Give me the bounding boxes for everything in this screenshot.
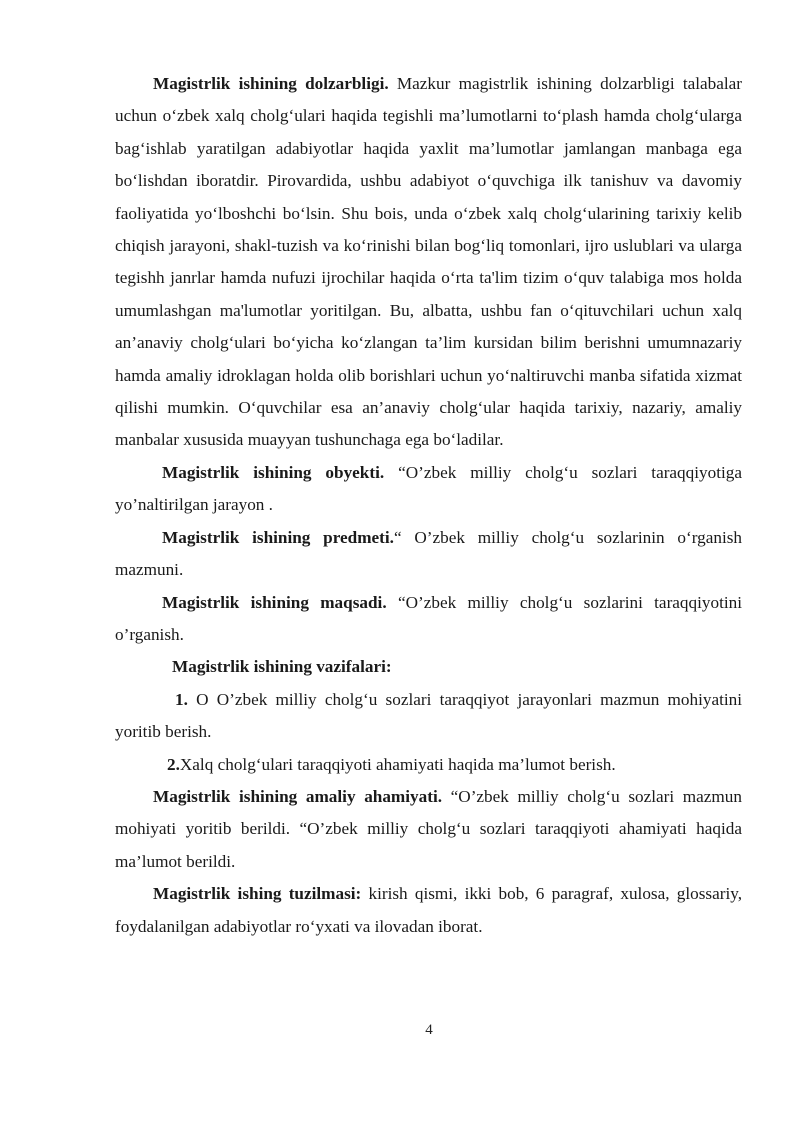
document-page: [115, 68, 742, 943]
paragraph-dolzarblik: [115, 68, 742, 457]
paragraph-obyekt: [115, 457, 742, 522]
list-number-2: 2.: [167, 754, 180, 774]
text-predmet: “ O’zbek milliy cholg‘u sozlarinin o‘rganish mazmuni.: [115, 527, 743, 580]
paragraph-maqsad: [115, 587, 742, 652]
text-maqsad: “O’zbek milliy cholg‘u sozlarini taraqqiyotini o’rganish.: [115, 592, 742, 644]
list-text-2: Xalq cholg‘ulari taraqqiyoti ahamiyati haqida ma’lumot berish.: [179, 754, 616, 774]
paragraph-vazifalar-heading: [115, 651, 742, 683]
heading-dolzarblik: Magistrlik ishining dolzarbligi.: [153, 74, 389, 93]
list-number-1: 1.: [175, 689, 188, 709]
heading-vazifalar: Magistrlik ishining vazifalari:: [172, 657, 392, 677]
heading-amaliy: Magistrlik ishining amaliy ahamiyati.: [153, 786, 443, 806]
text-tuzilma: kirish qismi, ikki bob, 6 paragraf, xulosa, glossariy, foydalanilgan adabiyotlar ro‘yxati va ilovadan iborat.: [115, 884, 742, 936]
heading-obyekt: Magistrlik ishining obyekti.: [162, 462, 385, 482]
heading-predmet: Magistrlik ishining predmeti.: [162, 527, 394, 547]
list-item-vazifa-1: [115, 684, 742, 749]
paragraph-tuzilma: [115, 878, 742, 943]
text-amaliy: “O’zbek milliy cholg‘u sozlari mazmun mohiyati yoritib berildi. “O’zbek milliy cholg‘u sozlari taraqqiyoti ahamiyati haqida ma’lumot berildi.: [115, 786, 742, 871]
heading-tuzilma: Magistrlik ishing tuzilmasi:: [153, 884, 362, 904]
page-number: 4: [425, 1022, 433, 1038]
paragraph-amaliy: [115, 781, 742, 878]
paragraph-predmet: [115, 522, 742, 587]
text-dolzarblik: Mazkur magistrlik ishining dolzarbligi talabalar uchun o‘zbek xalq cholg‘ulari haqida tegishli ma’lumotlarni to‘plash hamda cholg‘ularga bag‘ishlab yaratilgan adabiyotlar haqida yaxlit ma’lumotlar jamlangan manbaga ega bo‘lishdan iboratdir. Pirovardida, ushbu adabiyot o‘quvchiga ilk tanishuv va davomiy faoliyatida yo‘lboshchi bo‘lsin. Shu bois, unda o‘zbek xalq cholg‘ularining tarixiy kelib chiqish jarayoni, shakl-tuzish va ko‘rinishi bilan bog‘liq tomonlari, ijro uslublari va ularga tegishh janrlar hamda nufuzi ijrochilar haqida o‘rta ta'lim tizim o‘quv talabiga mos holda umumlashgan ma'lumotlar yoritilgan. Bu, albatta, ushbu fan o‘qituvchilari uchun xalq an’anaviy cholg‘ulari bo‘yicha ko‘zlangan ta’lim kursidan bilim berishni umumnazariy hamda amaliy idroklagan holda olib borishlari uchun yo‘naltiruvchi manba sifatida xizmat qilishi mumkin. O‘quvchilar esa an’anaviy cholg‘ular haqida tarixiy, nazariy, amaliy manbalar xususida muayyan tushunchaga ega bo‘ladilar.: [115, 74, 742, 450]
text-obyekt: “O’zbek milliy cholg‘u sozlari taraqqiyotiga yo’naltirilgan jarayon .: [115, 462, 742, 515]
list-item-vazifa-2: [115, 749, 742, 781]
heading-maqsad: Magistrlik ishining maqsadi.: [162, 592, 387, 612]
list-text-1: O O’zbek milliy cholg‘u sozlari taraqqiyot jarayonlari mazmun mohiyatini yoritib berish.: [115, 689, 742, 742]
